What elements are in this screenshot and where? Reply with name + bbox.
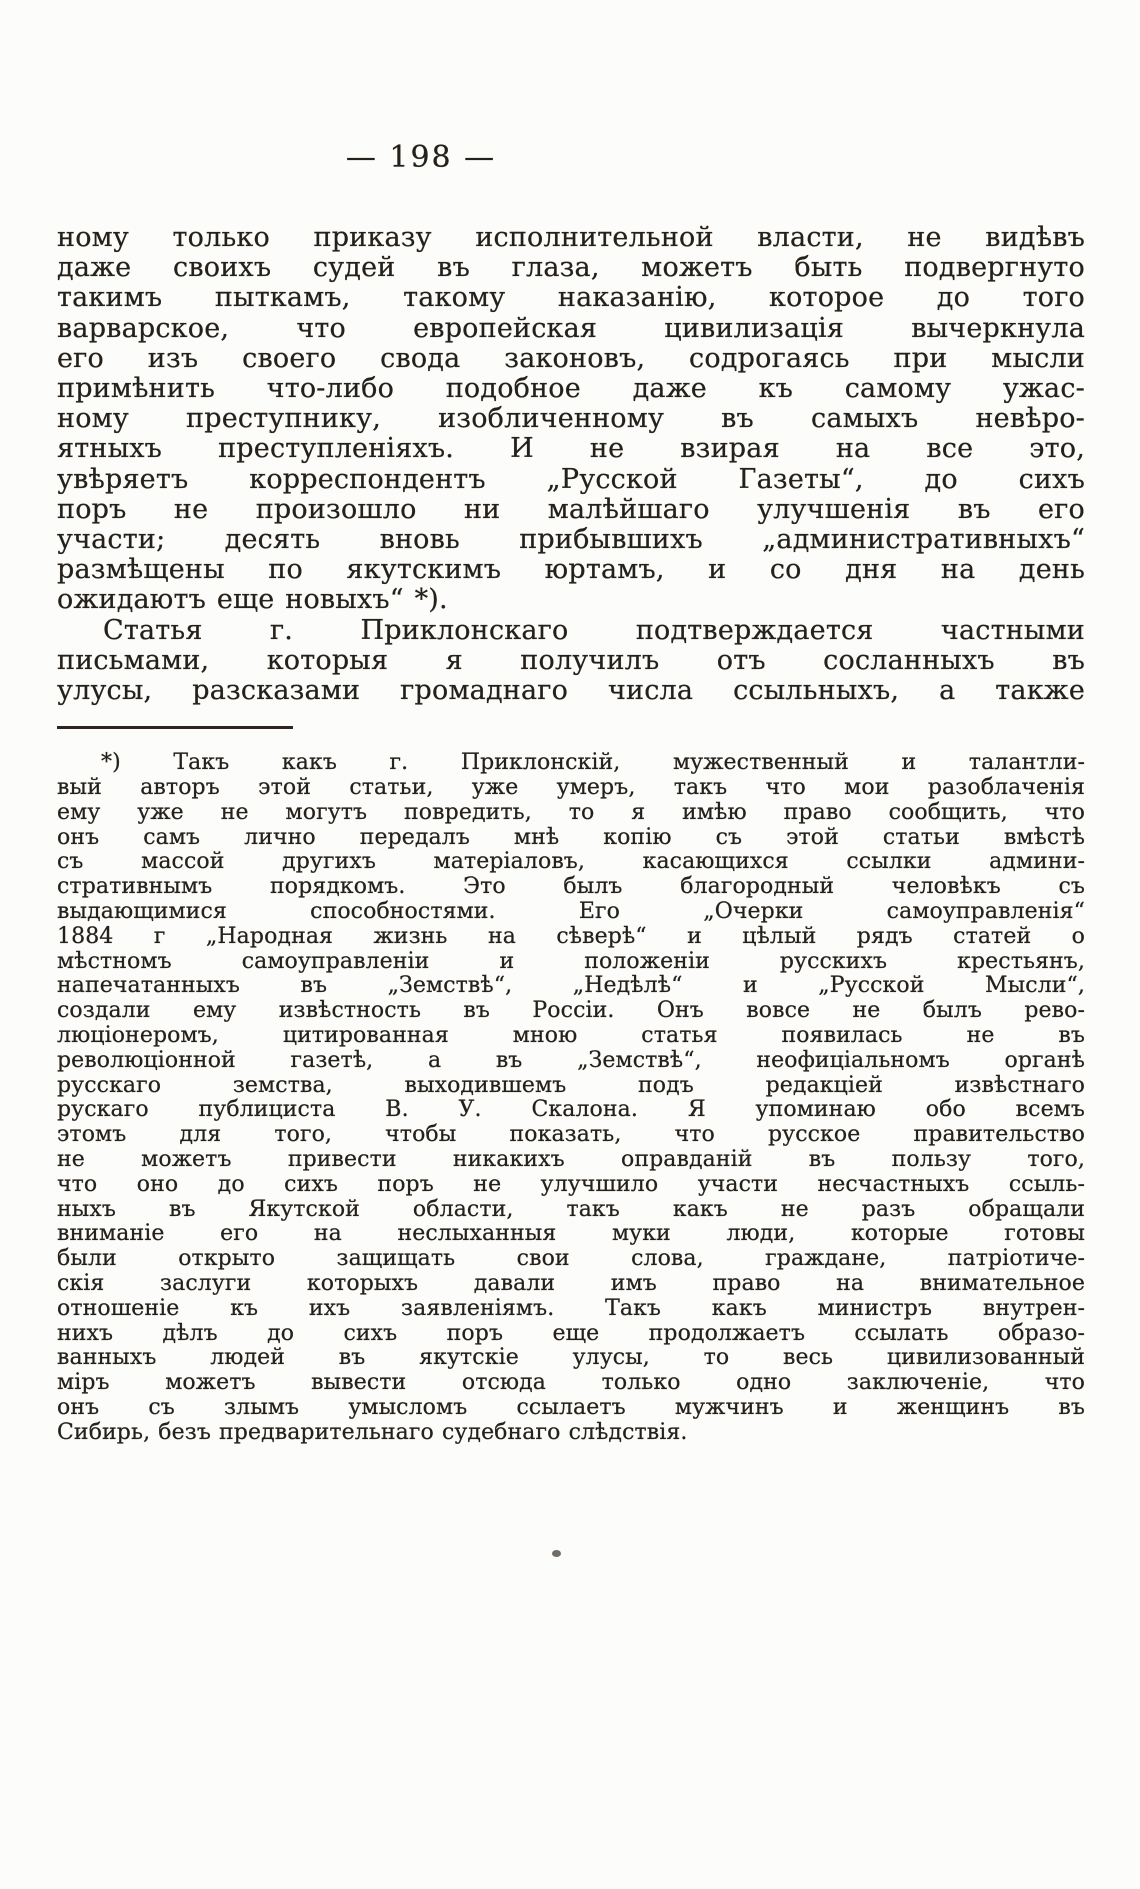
text-line: онъ съ злымъ умысломъ ссылаетъ мужчинъ и женщинъ въ: [57, 1394, 1085, 1420]
footnote-paragraph: [57, 751, 1085, 1445]
text-line: напечатанныхъ въ „Земствѣ“, „Недѣлѣ“ и „Русской Мысли“,: [57, 973, 1085, 999]
text-line: стративнымъ порядкомъ. Это былъ благородный человѣкъ съ: [57, 874, 1085, 900]
text-line: люціонеромъ, цитированная мною статья появилась не въ: [57, 1023, 1085, 1049]
text-line: нихъ дѣлъ до сихъ поръ еще продолжаетъ ссылать образо-: [57, 1320, 1085, 1346]
paragraph-continuation: [57, 223, 1085, 616]
text-line: скія заслуги которыхъ давали имъ право на внимательное: [57, 1270, 1085, 1296]
text-line: его изъ своего свода законовъ, содрогаясь при мысли: [57, 342, 1085, 374]
text-line: письмами, которыя я получилъ отъ сосланныхъ въ: [57, 644, 1085, 676]
text-line: поръ не произошло ни малѣйшаго улучшенія въ его: [57, 493, 1085, 525]
text-line: варварское, что европейская цивилизація вычеркнула: [57, 312, 1085, 344]
text-line: выдающимися способностями. Его „Очерки самоуправленія“: [57, 899, 1085, 925]
text-line: ному преступнику, изобличенному въ самыхъ невѣро-: [57, 403, 1085, 435]
text-line: ванныхъ людей въ якутскіе улусы, то весь цивилизованный: [57, 1345, 1085, 1371]
text-line: онъ самъ лично передалъ мнѣ копію съ этой статьи вмѣстѣ: [57, 824, 1085, 850]
footnote-separator-rule: [57, 726, 293, 729]
text-line: примѣнить что-либо подобное даже къ самому ужас-: [57, 373, 1085, 405]
text-line: увѣряетъ корреспондентъ „Русской Газеты“, до сихъ: [57, 463, 1085, 495]
text-line: участи; десять вновь прибывшихъ „административныхъ“: [57, 524, 1085, 556]
text-line: что оно до сихъ поръ не улучшило участи несчастныхъ ссыль-: [57, 1171, 1085, 1197]
text-line: размѣщены по якутскимъ юртамъ, и со дня на день: [57, 554, 1085, 586]
text-line: 1884 г „Народная жизнь на сѣверѣ“ и цѣлый рядъ статей о: [57, 923, 1085, 949]
text-line: ному только приказу исполнительной власти, не видѣвъ: [57, 222, 1085, 253]
page-header: [57, 140, 1085, 175]
text-line: создали ему извѣстность въ Россіи. Онъ вовсе не былъ рево-: [57, 998, 1085, 1024]
text-line: улусы, разсказами громаднаго числа ссыльныхъ, а также: [57, 675, 1085, 707]
text-line: были открыто защищать свои слова, граждане, патріотиче-: [57, 1246, 1085, 1272]
text-line: *) Такъ какъ г. Приклонскій, мужественный и талантли-: [101, 750, 1085, 776]
footnote-block: [57, 751, 1085, 1445]
text-line: вый авторъ этой статьи, уже умеръ, такъ что мои разоблаченія: [57, 775, 1085, 801]
page-number: — 198 —: [345, 140, 497, 175]
text-line: вниманіе его на неслыханныя муки люди, которые готовы: [57, 1221, 1085, 1247]
ink-speck: [552, 1550, 561, 1557]
text-line: Статья г. Приклонскаго подтверждается частными: [103, 614, 1085, 646]
text-line: рускаго публициста В. У. Скалона. Я упоминаю обо всемъ: [57, 1097, 1085, 1123]
text-line: такимъ пыткамъ, такому наказанію, которое до того: [57, 282, 1085, 314]
text-line: ятныхъ преступленіяхъ. И не взирая на все это,: [57, 433, 1085, 465]
main-text-block: [57, 223, 1085, 706]
text-line: революціонной газетѣ, а въ „Земствѣ“, неофиціальномъ органѣ: [57, 1047, 1085, 1073]
text-line: отношеніе къ ихъ заявленіямъ. Такъ какъ министръ внутрен-: [57, 1295, 1085, 1321]
text-line: міръ можетъ вывести отсюда только одно заключеніе, что: [57, 1370, 1085, 1396]
paragraph-statya: [57, 616, 1085, 707]
text-line: съ массой другихъ матеріаловъ, касающихся ссылки админи-: [57, 849, 1085, 875]
text-line: Сибирь, безъ предварительнаго судебнаго слѣдствія.: [57, 1419, 688, 1445]
text-line: ожидаютъ еще новыхъ“ *).: [57, 584, 448, 616]
text-line: ныхъ въ Якутской области, такъ какъ не разъ обращали: [57, 1196, 1085, 1222]
text-line: русскаго земства, выходившемъ подъ редакціей извѣстнаго: [57, 1072, 1085, 1098]
text-line: этомъ для того, чтобы показать, что русское правительство: [57, 1122, 1085, 1148]
text-line: не можетъ привести никакихъ оправданій въ пользу того,: [57, 1147, 1085, 1172]
text-line: мѣстномъ самоуправленіи и положеніи русскихъ крестьянъ,: [57, 948, 1085, 974]
text-line: ему уже не могутъ повредить, то я имѣю право сообщить, что: [57, 799, 1085, 825]
text-line: даже своихъ судей въ глаза, можетъ быть подвергнуто: [57, 252, 1085, 284]
